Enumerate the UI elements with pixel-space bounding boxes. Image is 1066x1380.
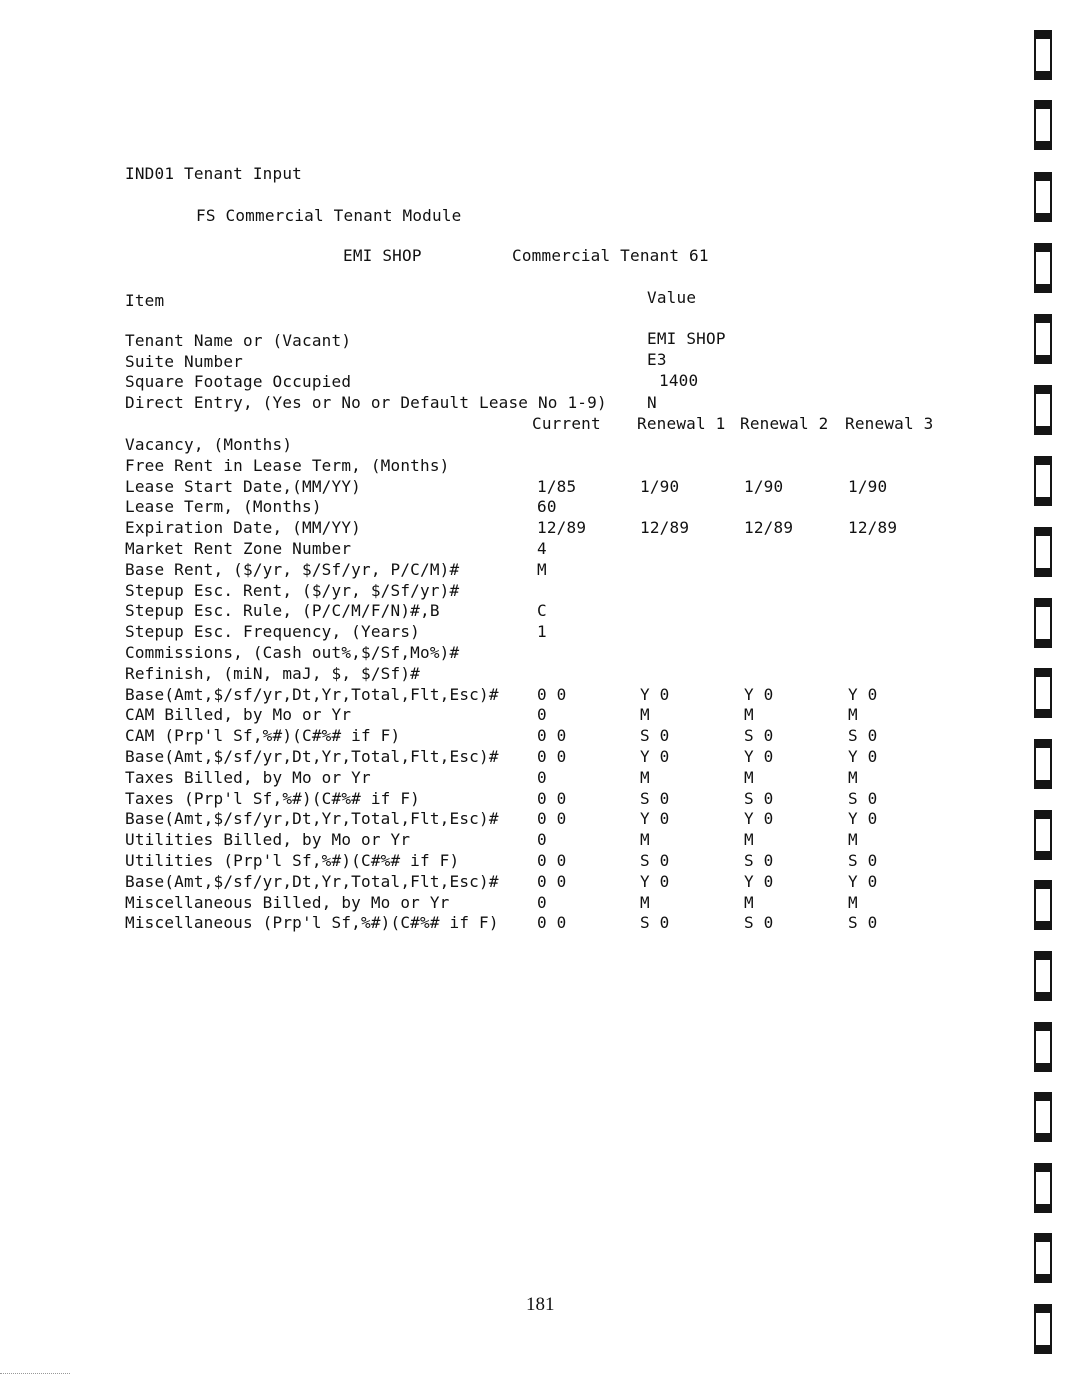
lease-row-label: Refinish, (miN, maJ, $, $/Sf)# (125, 663, 420, 683)
screen-title: IND01 Tenant Input (125, 164, 302, 183)
binding-ring (1034, 739, 1052, 789)
lease-value-renewal-2[interactable]: Y 0 (744, 809, 774, 829)
lease-row-label: Stepup Esc. Frequency, (Years) (125, 622, 420, 642)
tenant-name-heading: EMI SHOP (343, 246, 422, 265)
binding-ring (1034, 668, 1052, 718)
lease-value-renewal-2[interactable]: 12/89 (744, 518, 794, 538)
lease-value-renewal-1[interactable]: M (640, 830, 650, 850)
binding-ring (1034, 1022, 1052, 1072)
lease-value-renewal-2[interactable]: M (744, 892, 754, 912)
lease-row-label: Taxes Billed, by Mo or Yr (125, 767, 371, 787)
lease-header-renewal-2: Renewal 2 (740, 414, 829, 433)
lease-value-renewal-3[interactable]: Y 0 (848, 809, 878, 829)
lease-value-current[interactable]: C (537, 601, 547, 621)
lease-row-label: CAM Billed, by Mo or Yr (125, 705, 352, 725)
binding-ring (1034, 1233, 1052, 1283)
binding-ring (1034, 1092, 1052, 1142)
lease-row-label: Market Rent Zone Number (125, 539, 352, 558)
binding-ring (1034, 880, 1052, 930)
binding-ring (1034, 314, 1052, 364)
field-label: Tenant Name or (Vacant) (125, 331, 352, 350)
binding-ring (1034, 951, 1052, 1001)
lease-row-label: Vacancy, (Months) (125, 435, 293, 454)
lease-value-current[interactable]: 60 (537, 497, 557, 517)
lease-value-renewal-1[interactable]: Y 0 (640, 809, 670, 829)
lease-row-label: Stepup Esc. Rent, ($/yr, $/Sf/yr)# (125, 580, 460, 600)
lease-value-renewal-1[interactable]: M (640, 892, 650, 912)
binding-ring (1034, 172, 1052, 222)
lease-row-label: Lease Term, (Months) (125, 497, 322, 517)
binding-ring (1034, 243, 1052, 293)
field-label: Square Footage Occupied (125, 372, 352, 391)
lease-row-label: Base(Amt,$/sf/yr,Dt,Yr,Total,Flt,Esc)# (125, 809, 499, 829)
lease-header-renewal-3: Renewal 3 (845, 414, 934, 433)
lease-value-current[interactable]: 0 0 (537, 684, 567, 704)
lease-value-renewal-2[interactable]: S 0 (744, 913, 774, 933)
item-column-header: Item (125, 291, 165, 310)
binding-ring (1034, 100, 1052, 150)
lease-value-current[interactable]: 0 0 (537, 851, 567, 870)
lease-row-label: Utilities Billed, by Mo or Yr (125, 830, 411, 850)
lease-value-renewal-3[interactable]: M (848, 892, 858, 912)
lease-row-label: Miscellaneous Billed, by Mo or Yr (125, 892, 450, 912)
lease-row-label: Commissions, (Cash out%,$/Sf,Mo%)# (125, 643, 460, 662)
lease-row-label: Stepup Esc. Rule, (P/C/M/F/N)#,B (125, 601, 440, 621)
lease-value-renewal-3[interactable]: Y 0 (848, 871, 878, 891)
field-value[interactable]: 1400 (659, 371, 699, 390)
lease-value-current[interactable]: 0 0 (537, 747, 567, 766)
lease-value-renewal-2[interactable]: S 0 (744, 788, 774, 808)
lease-row-label: Base Rent, ($/yr, $/Sf/yr, P/C/M)# (125, 559, 460, 579)
lease-header-renewal-1: Renewal 1 (637, 414, 726, 433)
spiral-binding (1032, 0, 1052, 1380)
lease-header-current: Current (532, 414, 601, 433)
lease-value-current[interactable]: 1 (537, 622, 547, 642)
field-value[interactable]: N (647, 393, 657, 412)
lease-value-renewal-1[interactable]: 1/90 (640, 476, 680, 496)
field-value[interactable]: EMI SHOP (647, 329, 726, 348)
binding-ring (1034, 1304, 1052, 1354)
lease-row-label: Base(Amt,$/sf/yr,Dt,Yr,Total,Flt,Esc)# (125, 871, 499, 891)
binding-ring (1034, 598, 1052, 648)
field-value[interactable]: E3 (647, 350, 667, 369)
lease-row-label: Taxes (Prp'l Sf,%#)(C#%# if F) (125, 788, 420, 808)
binding-ring (1034, 30, 1052, 80)
binding-ring (1034, 527, 1052, 577)
lease-value-current[interactable]: 0 0 (537, 788, 567, 808)
binding-ring (1034, 810, 1052, 860)
lease-value-renewal-2[interactable]: M (744, 705, 754, 725)
lease-value-renewal-1[interactable]: S 0 (640, 788, 670, 808)
lease-value-renewal-1[interactable]: M (640, 767, 650, 787)
lease-value-renewal-1[interactable]: 12/89 (640, 518, 690, 538)
lease-value-current[interactable]: 0 (537, 767, 547, 787)
lease-value-renewal-3[interactable]: M (848, 830, 858, 850)
lease-value-current[interactable]: 0 (537, 830, 547, 850)
lease-value-renewal-3[interactable]: M (848, 705, 858, 725)
lease-value-renewal-1[interactable]: S 0 (640, 726, 670, 746)
lease-value-renewal-1[interactable]: Y 0 (640, 871, 670, 891)
module-title: FS Commercial Tenant Module (196, 206, 462, 225)
lease-value-current[interactable]: 12/89 (537, 518, 587, 538)
lease-value-renewal-1[interactable]: M (640, 705, 650, 725)
lease-value-renewal-3[interactable]: Y 0 (848, 747, 878, 766)
field-label: Suite Number (125, 352, 243, 371)
lease-value-renewal-3[interactable]: S 0 (848, 913, 878, 933)
lease-row-label: Expiration Date, (MM/YY) (125, 518, 361, 538)
lease-row-label: Base(Amt,$/sf/yr,Dt,Yr,Total,Flt,Esc)# (125, 684, 499, 704)
lease-value-renewal-2[interactable]: Y 0 (744, 684, 774, 704)
lease-row-label: Lease Start Date,(MM/YY) (125, 476, 361, 496)
lease-value-renewal-3[interactable]: M (848, 767, 858, 787)
lease-value-renewal-3[interactable]: S 0 (848, 726, 878, 746)
lease-value-current[interactable]: 4 (537, 539, 547, 558)
lease-value-renewal-2[interactable]: Y 0 (744, 747, 774, 766)
lease-value-current[interactable]: 1/85 (537, 476, 577, 496)
lease-value-renewal-1[interactable]: S 0 (640, 851, 670, 870)
lease-value-renewal-3[interactable]: S 0 (848, 851, 878, 870)
lease-row-label: Base(Amt,$/sf/yr,Dt,Yr,Total,Flt,Esc)# (125, 747, 499, 766)
lease-value-renewal-2[interactable]: S 0 (744, 726, 774, 746)
lease-value-renewal-2[interactable]: Y 0 (744, 871, 774, 891)
lease-value-renewal-1[interactable]: Y 0 (640, 684, 670, 704)
binding-ring (1034, 385, 1052, 435)
lease-value-current[interactable]: 0 0 (537, 913, 567, 933)
scan-edge-divider (0, 1373, 70, 1374)
page-number: 181 (526, 1294, 555, 1315)
field-label: Direct Entry, (Yes or No or Default Lease No 1-9) (125, 393, 607, 412)
lease-value-renewal-3[interactable]: 1/90 (848, 476, 888, 496)
lease-row-label: CAM (Prp'l Sf,%#)(C#%# if F) (125, 726, 401, 746)
lease-value-current[interactable]: M (537, 559, 547, 579)
lease-value-current[interactable]: 0 0 (537, 726, 567, 746)
lease-value-renewal-1[interactable]: Y 0 (640, 747, 670, 766)
binding-ring (1034, 456, 1052, 506)
lease-value-renewal-3[interactable]: 12/89 (848, 518, 898, 538)
lease-value-renewal-2[interactable]: 1/90 (744, 476, 784, 496)
lease-value-renewal-1[interactable]: S 0 (640, 913, 670, 933)
lease-value-current[interactable]: 0 (537, 705, 547, 725)
lease-row-label: Utilities (Prp'l Sf,%#)(C#%# if F) (125, 851, 460, 870)
value-column-header: Value (647, 288, 697, 307)
lease-value-current[interactable]: 0 (537, 892, 547, 912)
lease-value-renewal-2[interactable]: S 0 (744, 851, 774, 870)
lease-row-label: Miscellaneous (Prp'l Sf,%#)(C#%# if F) (125, 913, 499, 933)
lease-value-current[interactable]: 0 0 (537, 809, 567, 829)
lease-value-renewal-2[interactable]: M (744, 767, 754, 787)
lease-row-label: Free Rent in Lease Term, (Months) (125, 455, 450, 475)
lease-value-renewal-3[interactable]: S 0 (848, 788, 878, 808)
lease-value-renewal-3[interactable]: Y 0 (848, 684, 878, 704)
binding-ring (1034, 1163, 1052, 1213)
lease-value-renewal-2[interactable]: M (744, 830, 754, 850)
tenant-label-heading: Commercial Tenant 61 (512, 246, 709, 265)
lease-value-current[interactable]: 0 0 (537, 871, 567, 891)
